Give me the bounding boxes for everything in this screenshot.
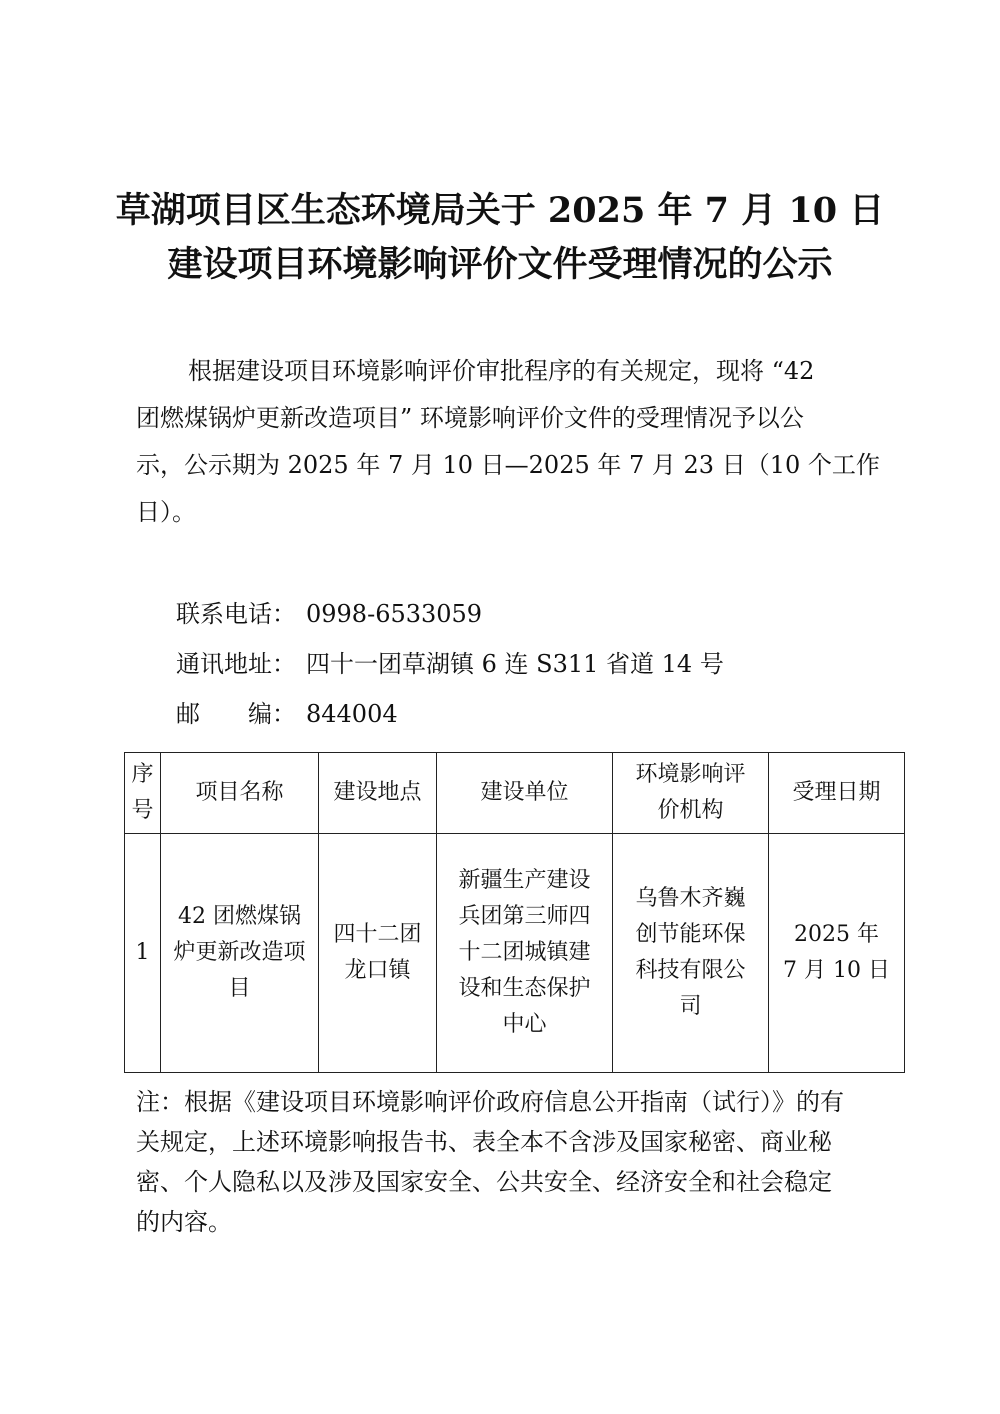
note-line-1: 注：根据《建设项目环境影响评价政府信息公开指南（试行）》的有 <box>136 1088 844 1116</box>
cell-location <box>319 834 437 1073</box>
cell-builder <box>437 834 613 1073</box>
cell-builder-line-4: 设和生态保护 <box>458 976 591 1001</box>
contact-postcode <box>176 692 398 737</box>
body-paragraph-line-3: 示，公示期为 2025 年 7 月 10 日—2025 年 7 月 23 日（10 个工作 <box>136 451 880 479</box>
contact-address-label: 通讯地址： <box>176 650 296 678</box>
acceptance-table <box>124 752 905 1073</box>
header-seq-line-2: 号 <box>131 798 154 823</box>
contact-postcode-value: 844004 <box>306 700 398 728</box>
document-title-line-2: 建设项目环境影响评价文件受理情况的公示 <box>167 244 833 285</box>
header-agency-line-2: 价机构 <box>657 798 724 823</box>
cell-project-name-line-1: 42 团燃煤锅 <box>178 904 301 929</box>
header-project-name: 项目名称 <box>161 753 319 834</box>
contact-address <box>176 642 724 687</box>
contact-phone-value: 0998-6533059 <box>306 600 483 628</box>
header-agency-line-1: 环境影响评 <box>635 762 746 787</box>
contact-phone-label: 联系电话： <box>176 600 296 628</box>
header-location: 建设地点 <box>319 753 437 834</box>
table-row <box>125 834 905 1073</box>
body-paragraph-line-4: 日）。 <box>136 498 196 526</box>
cell-agency-line-1: 乌鲁木齐巍 <box>635 886 746 911</box>
header-seq-line-1: 序 <box>131 762 154 787</box>
cell-location-line-2: 龙口镇 <box>344 958 411 983</box>
note-line-3: 密、个人隐私以及涉及国家安全、公共安全、经济安全和社会稳定 <box>136 1168 832 1196</box>
contact-address-value: 四十一团草湖镇 6 连 S311 省道 14 号 <box>306 650 724 678</box>
cell-project-name-line-2: 炉更新改造项 <box>173 940 306 965</box>
cell-date <box>769 834 905 1073</box>
header-seq <box>125 753 161 834</box>
cell-agency-line-2: 创节能环保 <box>635 922 746 947</box>
cell-agency-line-4: 司 <box>679 994 702 1019</box>
header-date: 受理日期 <box>769 753 905 834</box>
document-title-line-1: 草湖项目区生态环境局关于 2025 年 7 月 10 日 <box>115 190 885 231</box>
cell-builder-line-2: 兵团第三师四 <box>458 904 591 929</box>
cell-builder-line-3: 十二团城镇建 <box>458 940 591 965</box>
cell-project-name <box>161 834 319 1073</box>
header-agency <box>613 753 769 834</box>
cell-agency <box>613 834 769 1073</box>
note-line-4: 的内容。 <box>136 1208 232 1236</box>
contact-postcode-label: 邮 编： <box>176 700 296 728</box>
cell-date-line-2: 7 月 10 日 <box>783 958 890 983</box>
cell-project-name-line-3: 目 <box>228 976 251 1001</box>
cell-builder-line-5: 中心 <box>502 1012 547 1037</box>
body-paragraph-line-2: 团燃煤锅炉更新改造项目” 环境影响评价文件的受理情况予以公 <box>136 404 804 432</box>
cell-date-line-1: 2025 年 <box>794 922 879 947</box>
contact-phone <box>176 592 482 637</box>
body-paragraph-line-1: 根据建设项目环境影响评价审批程序的有关规定，现将 “42 <box>188 357 815 385</box>
cell-agency-line-3: 科技有限公 <box>635 958 746 983</box>
cell-seq: 1 <box>125 834 161 1073</box>
cell-builder-line-1: 新疆生产建设 <box>458 868 591 893</box>
note-line-2: 关规定，上述环境影响报告书、表全本不含涉及国家秘密、商业秘 <box>136 1128 832 1156</box>
table-header-row <box>125 753 905 834</box>
cell-location-line-1: 四十二团 <box>333 922 422 947</box>
header-builder: 建设单位 <box>437 753 613 834</box>
